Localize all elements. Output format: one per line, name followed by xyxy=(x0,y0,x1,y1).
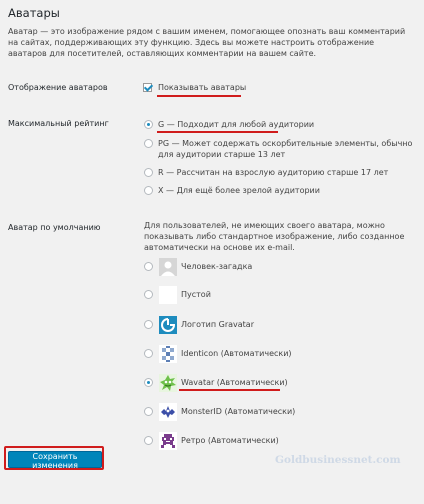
avatar-blank-label[interactable]: Пустой xyxy=(181,290,211,299)
default-avatar-label: Аватар по умолчанию xyxy=(8,223,101,232)
avatar-identicon-radio[interactable] xyxy=(144,349,153,358)
save-changes-button[interactable]: Сохранить изменения xyxy=(8,451,102,468)
rating-pg-radio[interactable] xyxy=(144,139,153,148)
highlight-underline xyxy=(179,389,280,391)
avatar-mystery-radio[interactable] xyxy=(144,262,153,271)
blank-icon xyxy=(159,286,177,304)
avatar-gravatar-radio[interactable] xyxy=(144,320,153,329)
rating-pg-label[interactable]: PG — Может содержать оскорбительные элементы, обычно для аудитории старше 13 лет xyxy=(158,139,413,159)
avatar-wavatar-label[interactable]: Wavatar (Автоматически) xyxy=(181,378,288,387)
mystery-person-icon xyxy=(159,258,177,276)
rating-r-radio[interactable] xyxy=(144,168,153,177)
avatar-retro-radio[interactable] xyxy=(144,436,153,445)
section-description: Аватар — это изображение рядом с вашим именем, помогающее опознать ваш комментарий на сайтах, поддерживающих эту функцию. Здесь вы можете настроить отображение аватаров для посетителей, оставляющих комментарии на вашем сайте. xyxy=(8,27,406,58)
rating-g-radio[interactable] xyxy=(144,120,153,129)
avatar-display-label: Отображение аватаров xyxy=(8,83,108,92)
max-rating-label: Максимальный рейтинг xyxy=(8,119,109,128)
rating-r-label[interactable]: R — Рассчитан на взрослую аудиторию старше 17 лет xyxy=(158,168,389,177)
rating-x-radio[interactable] xyxy=(144,186,153,195)
gravatar-logo-icon xyxy=(159,316,177,334)
avatar-monsterid-radio[interactable] xyxy=(144,407,153,416)
avatar-wavatar-radio[interactable] xyxy=(144,378,153,387)
show-avatars-label[interactable]: Показывать аватары xyxy=(158,83,247,92)
retro-icon xyxy=(159,432,177,450)
monsterid-icon xyxy=(159,403,177,421)
rating-g-label[interactable]: G — Подходит для любой аудитории xyxy=(158,120,315,129)
avatar-gravatar-label[interactable]: Логотип Gravatar xyxy=(181,320,254,329)
highlight-underline xyxy=(157,95,241,97)
avatar-mystery-label[interactable]: Человек-загадка xyxy=(181,262,253,271)
wavatar-icon xyxy=(159,374,177,392)
rating-x-label[interactable]: X — Для ещё более зрелой аудитории xyxy=(158,186,320,195)
avatar-identicon-label[interactable]: Identicon (Автоматически) xyxy=(181,349,292,358)
default-avatar-description: Для пользователей, не имеющих своего аватара, можно показывать либо стандартное изображение, либо созданное автоматически на основе их e-mail. xyxy=(144,221,405,252)
show-avatars-checkbox[interactable] xyxy=(143,83,152,92)
avatar-monsterid-label[interactable]: MonsterID (Автоматически) xyxy=(181,407,296,416)
avatar-blank-radio[interactable] xyxy=(144,290,153,299)
avatar-retro-label[interactable]: Ретро (Автоматически) xyxy=(181,436,279,445)
watermark-text: Goldbusinessnet.com xyxy=(275,454,401,466)
identicon-icon xyxy=(159,345,177,363)
highlight-underline xyxy=(157,131,278,133)
section-heading: Аватары xyxy=(8,6,60,20)
